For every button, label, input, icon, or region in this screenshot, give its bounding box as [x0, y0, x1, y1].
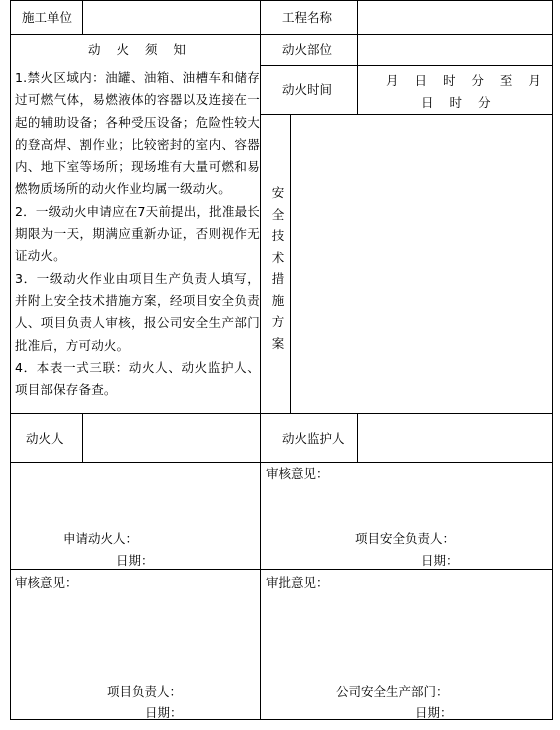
- rule: [357, 0, 358, 115]
- rule: [552, 0, 553, 720]
- notice-item: 3．一级动火作业由项目生产负责人填写，并附上安全技术措施方案，经项目安全负责人、项目负责人审核，报公司安全生产部门批准后，方可动火。: [15, 270, 260, 353]
- fire-time-value-line1: 月 日 时 分 至 月: [386, 73, 541, 88]
- rule: [10, 0, 553, 1]
- fire-time-value-line2: 日 时 分: [421, 95, 491, 110]
- notice-item: 1.禁火区域内：油罐、油箱、油槽车和储存过可燃气体，易燃液体的容器以及连接在一起的辅助设备；各种受压设备；危险性较大的登高焊、割作业；比较密封的室内、容器内、地下室等场所；现场堆有大量可燃和易燃物质场所的动火作业均属一级动火。: [15, 70, 260, 197]
- rule: [10, 462, 553, 463]
- rule: [82, 413, 83, 463]
- notice-item: 4．本表一式三联：动火人、动火监护人、项目部保存备查。: [15, 359, 260, 398]
- applicant-label: 申请动火人：: [63, 531, 139, 546]
- project-name-label: 工程名称: [282, 10, 333, 25]
- fire-time-label: 动火时间: [282, 82, 333, 97]
- review-opinion-label: 审核意见：: [15, 575, 78, 590]
- rule: [357, 413, 358, 463]
- rule: [290, 114, 291, 414]
- approval-opinion-label: 审批意见：: [266, 575, 329, 590]
- fire-monitor-label: 动火监护人: [282, 431, 345, 446]
- rule: [10, 413, 553, 414]
- rule: [260, 114, 553, 115]
- construction-unit-label: 施工单位: [22, 10, 73, 25]
- rule: [260, 65, 553, 66]
- fire-permit-form: [10, 0, 553, 720]
- rule: [10, 34, 553, 35]
- rule: [10, 569, 553, 570]
- fire-notice-text: [15, 67, 260, 401]
- date-label: 日期：: [415, 705, 453, 720]
- project-safety-lead-label: 项目安全负责人：: [355, 531, 456, 546]
- date-label: 日期：: [421, 553, 459, 568]
- rule: [10, 0, 11, 720]
- rule: [10, 719, 553, 720]
- rule: [82, 0, 83, 35]
- notice-item: 2．一级动火申请应在7天前提出，批准最长期限为一天，期满应重新办证，否则视作无证动火。: [15, 203, 260, 264]
- review-opinion-label: 审核意见：: [266, 466, 329, 481]
- fire-location-label: 动火部位: [282, 42, 333, 57]
- safety-plan-label: 安全技术措施方案: [271, 185, 285, 351]
- company-safety-dept-label: 公司安全生产部门：: [336, 684, 449, 699]
- date-label: 日期：: [116, 553, 154, 568]
- fire-notice-title: 动 火 须 知: [88, 42, 192, 57]
- project-lead-label: 项目负责人：: [107, 684, 183, 699]
- fire-person-label: 动火人: [26, 431, 64, 446]
- date-label: 日期：: [145, 705, 183, 720]
- rule: [260, 0, 261, 720]
